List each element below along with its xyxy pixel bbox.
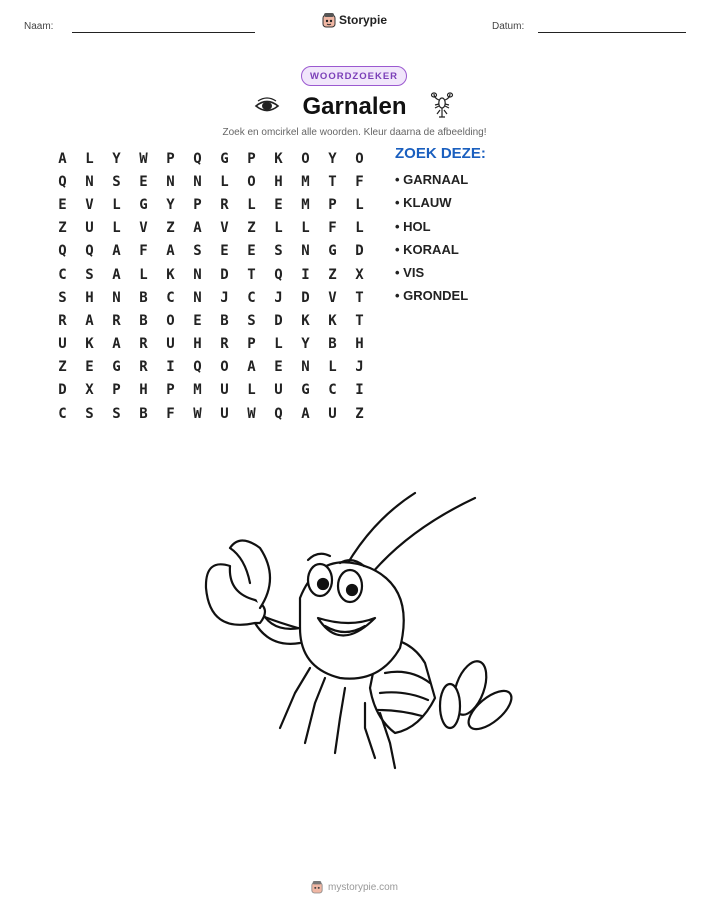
grid-cell[interactable]: K xyxy=(301,312,310,329)
grid-row xyxy=(49,147,374,170)
grid-cell[interactable]: K xyxy=(166,266,175,283)
footer xyxy=(0,880,709,894)
grid-cell[interactable]: S xyxy=(274,243,283,260)
grid-cell[interactable]: N xyxy=(193,173,202,190)
grid-cell[interactable]: L xyxy=(112,196,121,213)
grid-row xyxy=(49,240,374,263)
grid-cell[interactable]: J xyxy=(220,289,229,306)
grid-cell[interactable]: Q xyxy=(274,266,283,283)
grid-cell[interactable]: A xyxy=(166,243,175,260)
grid-cell[interactable]: N xyxy=(85,173,94,190)
grid-cell[interactable]: L xyxy=(355,220,364,237)
instructions: Zoek en omcirkel alle woorden. Kleur daarna de afbeelding! xyxy=(222,127,487,138)
grid-cell[interactable]: E xyxy=(85,359,94,376)
grid-cell[interactable]: P xyxy=(166,382,175,399)
grid-cell[interactable]: E xyxy=(220,243,229,260)
grid-cell[interactable]: E xyxy=(274,359,283,376)
grid-cell[interactable]: U xyxy=(328,405,337,422)
grid-cell[interactable]: S xyxy=(85,266,94,283)
grid-cell[interactable]: Q xyxy=(58,173,67,190)
grid-cell[interactable]: N xyxy=(112,289,121,306)
word-list-item: • HOL xyxy=(395,218,431,234)
grid-cell[interactable]: V xyxy=(220,220,229,237)
grid-cell[interactable]: U xyxy=(58,336,67,353)
grid-cell[interactable]: M xyxy=(193,382,202,399)
grid-cell[interactable]: A xyxy=(85,312,94,329)
grid-cell[interactable]: P xyxy=(112,382,121,399)
grid-cell[interactable]: B xyxy=(328,336,337,353)
grid-cell[interactable]: L xyxy=(247,196,256,213)
grid-cell[interactable]: A xyxy=(112,336,121,353)
date-label: Datum: xyxy=(492,21,525,32)
grid-cell[interactable]: O xyxy=(166,312,175,329)
grid-cell[interactable]: L xyxy=(274,220,283,237)
word-list-item: • GARNAAL xyxy=(395,172,469,187)
grid-row xyxy=(49,356,374,379)
grid-cell[interactable]: T xyxy=(355,312,364,329)
grid-cell[interactable]: X xyxy=(355,266,364,283)
grid-cell[interactable]: Y xyxy=(301,336,310,353)
grid-cell[interactable]: S xyxy=(112,405,121,422)
word-list xyxy=(395,170,468,310)
date-line[interactable] xyxy=(538,32,686,33)
grid-cell[interactable]: L xyxy=(355,196,364,213)
grid-cell[interactable]: F xyxy=(166,405,175,422)
grid-cell[interactable]: T xyxy=(328,173,337,190)
page-title: Garnalen xyxy=(302,93,407,120)
grid-cell[interactable]: Q xyxy=(58,243,67,260)
grid-cell[interactable]: D xyxy=(274,312,283,329)
grid-cell[interactable]: G xyxy=(139,196,148,213)
grid-cell[interactable]: K xyxy=(328,312,337,329)
grid-cell[interactable]: U xyxy=(85,220,94,237)
grid-row xyxy=(49,263,374,286)
grid-cell[interactable]: P xyxy=(193,196,202,213)
footer-url[interactable]: mystorypie.com xyxy=(327,881,398,893)
grid-cell[interactable]: E xyxy=(193,312,202,329)
grid-cell[interactable]: M xyxy=(301,196,310,213)
grid-cell[interactable]: O xyxy=(355,150,364,167)
grid-cell[interactable]: D xyxy=(301,289,310,306)
grid-row xyxy=(49,309,374,332)
grid-row xyxy=(49,193,374,216)
brand-name: Storypie xyxy=(339,13,388,27)
grid-cell[interactable]: B xyxy=(139,405,148,422)
grid-cell[interactable]: J xyxy=(355,359,364,376)
grid-cell[interactable]: M xyxy=(301,173,310,190)
grid-cell[interactable]: F xyxy=(328,220,337,237)
grid-cell[interactable]: A xyxy=(193,220,202,237)
grid-cell[interactable]: B xyxy=(220,312,229,329)
grid-cell[interactable]: O xyxy=(247,173,256,190)
grid-cell[interactable]: E xyxy=(247,243,256,260)
grid-cell[interactable]: V xyxy=(328,289,337,306)
grid-cell[interactable]: L xyxy=(301,220,310,237)
grid-cell[interactable]: R xyxy=(58,312,67,329)
grid-cell[interactable]: N xyxy=(301,243,310,260)
grid-cell[interactable]: L xyxy=(328,359,337,376)
grid-cell[interactable]: S xyxy=(112,173,121,190)
grid-cell[interactable]: R xyxy=(139,359,148,376)
grid-cell[interactable]: C xyxy=(166,289,175,306)
grid-cell[interactable]: K xyxy=(274,150,283,167)
grid-cell[interactable]: A xyxy=(58,150,67,167)
shrimp-coloring-illustration[interactable] xyxy=(200,488,520,778)
grid-cell[interactable]: U xyxy=(166,336,175,353)
grid-cell[interactable]: U xyxy=(274,382,283,399)
grid-cell[interactable]: S xyxy=(58,289,67,306)
grid-cell[interactable]: Q xyxy=(193,359,202,376)
grid-cell[interactable]: B xyxy=(139,312,148,329)
word-list-item: • KORAAL xyxy=(395,241,459,257)
grid-cell[interactable]: H xyxy=(274,173,283,190)
grid-cell[interactable]: H xyxy=(355,336,364,353)
grid-cell[interactable]: G xyxy=(220,150,229,167)
grid-cell[interactable]: C xyxy=(58,266,67,283)
grid-cell[interactable]: C xyxy=(247,289,256,306)
grid-cell[interactable]: F xyxy=(139,243,148,260)
grid-cell[interactable]: I xyxy=(355,382,364,399)
grid-cell[interactable]: R xyxy=(112,312,121,329)
grid-cell[interactable]: F xyxy=(355,173,364,190)
grid-cell[interactable]: H xyxy=(193,336,202,353)
grid-cell[interactable]: Z xyxy=(247,220,256,237)
grid-cell[interactable]: Q xyxy=(85,243,94,260)
brand xyxy=(322,12,387,28)
word-list-item: • GRONDEL xyxy=(395,288,469,304)
grid-cell[interactable]: K xyxy=(85,336,94,353)
grid-cell[interactable]: N xyxy=(301,359,310,376)
grid-cell[interactable]: X xyxy=(85,382,94,399)
grid-cell[interactable]: A xyxy=(112,266,121,283)
storypie-logo-icon xyxy=(322,12,336,28)
word-list-item: • KLAUW xyxy=(395,195,452,211)
grid-cell[interactable]: Z xyxy=(58,359,67,376)
grid-cell[interactable]: C xyxy=(328,382,337,399)
grid-cell[interactable]: O xyxy=(301,150,310,167)
grid-cell[interactable]: L xyxy=(85,150,94,167)
grid-cell[interactable]: Z xyxy=(355,405,364,422)
grid-cell[interactable]: L xyxy=(247,382,256,399)
grid-cell[interactable]: D xyxy=(220,266,229,283)
storypie-logo-icon xyxy=(311,880,323,894)
grid-cell[interactable]: B xyxy=(139,289,148,306)
grid-cell[interactable]: I xyxy=(301,266,310,283)
grid-cell[interactable]: I xyxy=(166,359,175,376)
grid-cell[interactable]: Z xyxy=(328,266,337,283)
letter-grid[interactable] xyxy=(49,147,374,425)
grid-cell[interactable]: G xyxy=(112,359,121,376)
grid-cell[interactable]: E xyxy=(274,196,283,213)
worksheet-badge: WOORDZOEKER xyxy=(301,66,407,86)
grid-cell[interactable]: L xyxy=(139,266,148,283)
grid-cell[interactable]: P xyxy=(247,336,256,353)
grid-cell[interactable]: N xyxy=(166,173,175,190)
grid-cell[interactable]: N xyxy=(193,289,202,306)
grid-cell[interactable]: H xyxy=(85,289,94,306)
grid-cell[interactable]: Q xyxy=(274,405,283,422)
grid-cell[interactable]: Q xyxy=(193,150,202,167)
grid-cell[interactable]: T xyxy=(247,266,256,283)
name-label: Naam: xyxy=(24,21,54,32)
grid-cell[interactable]: R xyxy=(220,336,229,353)
grid-cell[interactable]: W xyxy=(139,150,148,167)
grid-cell[interactable]: J xyxy=(274,289,283,306)
grid-cell[interactable]: S xyxy=(247,312,256,329)
grid-cell[interactable]: T xyxy=(355,289,364,306)
grid-cell[interactable]: W xyxy=(193,405,202,422)
grid-cell[interactable]: E xyxy=(58,196,67,213)
grid-row xyxy=(49,333,374,356)
grid-cell[interactable]: E xyxy=(139,173,148,190)
grid-cell[interactable]: O xyxy=(220,359,229,376)
grid-cell[interactable]: W xyxy=(247,405,256,422)
grid-row xyxy=(49,402,374,425)
grid-cell[interactable]: U xyxy=(220,382,229,399)
grid-cell[interactable]: D xyxy=(58,382,67,399)
grid-cell[interactable]: Z xyxy=(58,220,67,237)
grid-cell[interactable]: P xyxy=(247,150,256,167)
word-list-title: ZOEK DEZE: xyxy=(395,145,486,162)
grid-cell[interactable]: G xyxy=(328,243,337,260)
grid-row xyxy=(49,170,374,193)
grid-cell[interactable]: V xyxy=(85,196,94,213)
grid-cell[interactable]: A xyxy=(247,359,256,376)
grid-cell[interactable]: U xyxy=(220,405,229,422)
grid-cell[interactable]: H xyxy=(139,382,148,399)
grid-cell[interactable]: L xyxy=(220,173,229,190)
grid-cell[interactable]: D xyxy=(355,243,364,260)
grid-cell[interactable]: R xyxy=(220,196,229,213)
grid-row xyxy=(49,379,374,402)
grid-cell[interactable]: Z xyxy=(166,220,175,237)
word-list-item: • VIS xyxy=(395,265,425,281)
grid-cell[interactable]: G xyxy=(301,382,310,399)
grid-cell[interactable]: Y xyxy=(166,196,175,213)
lobster-icon xyxy=(430,92,454,120)
grid-row xyxy=(49,217,374,240)
grid-cell[interactable]: Y xyxy=(328,150,337,167)
grid-cell[interactable]: L xyxy=(274,336,283,353)
grid-cell[interactable]: P xyxy=(328,196,337,213)
grid-cell[interactable]: S xyxy=(193,243,202,260)
grid-cell[interactable]: Y xyxy=(112,150,121,167)
grid-cell[interactable]: N xyxy=(193,266,202,283)
grid-cell[interactable]: V xyxy=(139,220,148,237)
grid-cell[interactable]: C xyxy=(58,405,67,422)
grid-cell[interactable]: R xyxy=(139,336,148,353)
grid-cell[interactable]: A xyxy=(301,405,310,422)
name-line[interactable] xyxy=(72,32,255,33)
grid-cell[interactable]: A xyxy=(112,243,121,260)
grid-row xyxy=(49,286,374,309)
grid-cell[interactable]: S xyxy=(85,405,94,422)
grid-cell[interactable]: P xyxy=(166,150,175,167)
grid-cell[interactable]: L xyxy=(112,220,121,237)
